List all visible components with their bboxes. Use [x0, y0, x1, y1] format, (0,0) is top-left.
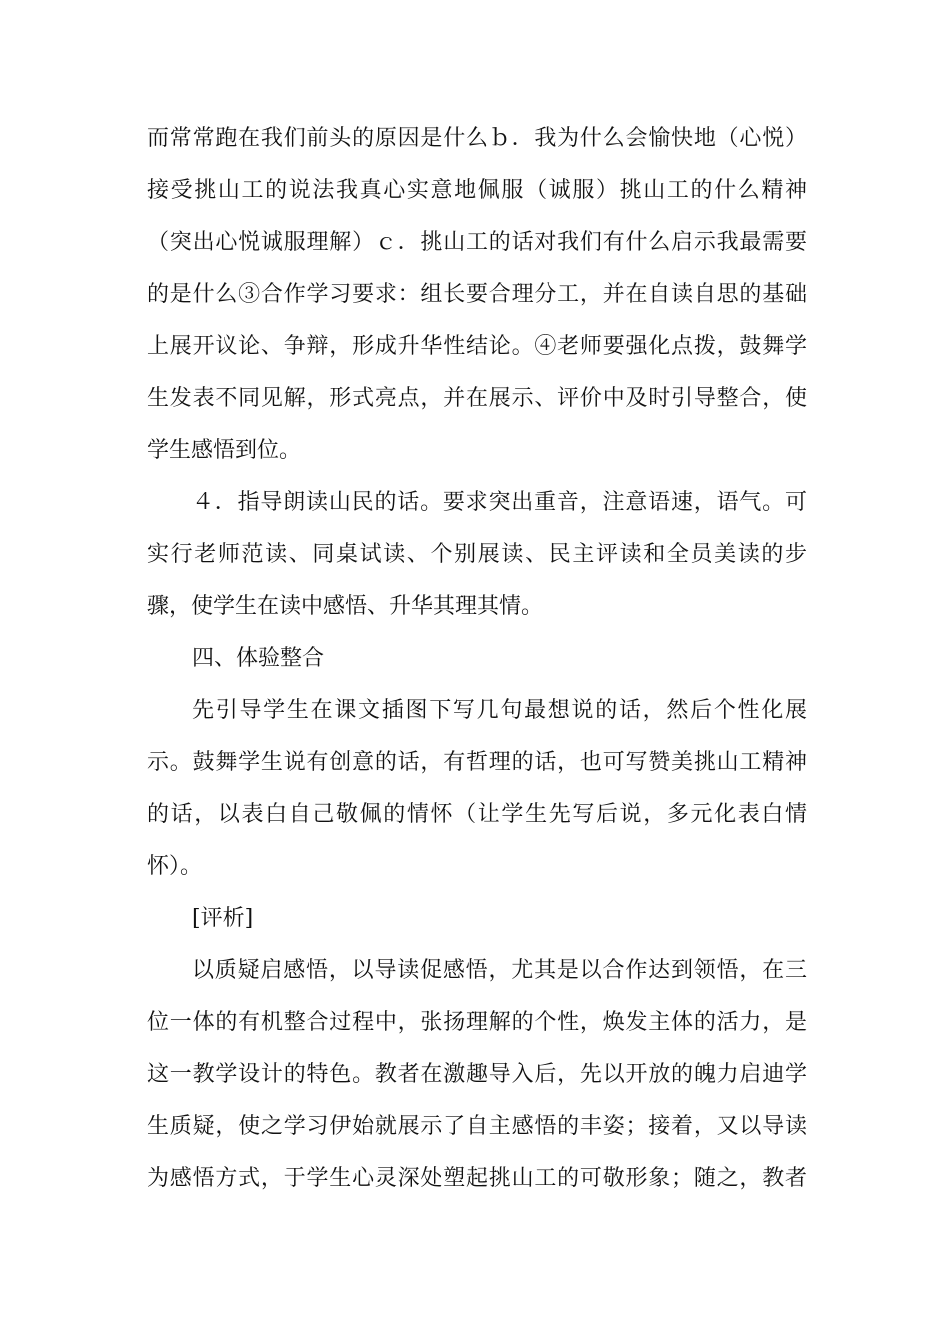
paragraph-line: 位一体的有机整合过程中，张扬理解的个性，焕发主体的活力，是 — [147, 1010, 807, 1035]
paragraph-line: 骤，使学生在读中感悟、升华其理其情。 — [147, 594, 544, 619]
paragraph-line: （突出心悦诚服理解）ｃ．挑山工的话对我们有什么启示我最需要 — [147, 230, 807, 255]
paragraph-line: 示。鼓舞学生说有创意的话，有哲理的话，也可写赞美挑山工精神 — [147, 750, 807, 775]
paragraph-line: 生质疑，使之学习伊始就展示了自主感悟的丰姿；接着，又以导读 — [147, 1114, 807, 1139]
paragraph-line: 接受挑山工的说法我真心实意地佩服（诚服）挑山工的什么精神 — [147, 178, 807, 203]
paragraph-line: 为感悟方式，于学生心灵深处塑起挑山工的可敬形象；随之，教者 — [147, 1166, 807, 1191]
paragraph-line: 生发表不同见解，形式亮点，并在展示、评价中及时引导整合，使 — [147, 386, 807, 411]
section-label: [评析] — [192, 906, 254, 931]
paragraph-line: 这一教学设计的特色。教者在激趣导入后，先以开放的魄力启迪学 — [147, 1062, 807, 1087]
paragraph-line: ４．指导朗读山民的话。要求突出重音，注意语速，语气。可 — [192, 490, 807, 515]
paragraph-line: 先引导学生在课文插图下写几句最想说的话，然后个性化展 — [192, 698, 807, 723]
paragraph-line: 而常常跑在我们前头的原因是什么ｂ．我为什么会愉快地（心悦） — [147, 126, 807, 151]
paragraph-line: 学生感悟到位。 — [147, 438, 302, 463]
paragraph-line: 实行老师范读、同桌试读、个别展读、民主评读和全员美读的步 — [147, 542, 807, 567]
section-heading: 四、体验整合 — [192, 646, 325, 671]
paragraph-line: 以质疑启感悟，以导读促感悟，尤其是以合作达到领悟，在三 — [192, 958, 807, 983]
paragraph-line: 怀）。 — [147, 854, 203, 879]
paragraph-line: 上展开议论、争辩，形成升华性结论。④老师要强化点拨，鼓舞学 — [147, 334, 807, 359]
paragraph-line: 的是什么③合作学习要求：组长要合理分工，并在自读自思的基础 — [147, 282, 807, 307]
paragraph-line: 的话，以表白自己敬佩的情怀（让学生先写后说，多元化表白情 — [147, 802, 807, 827]
